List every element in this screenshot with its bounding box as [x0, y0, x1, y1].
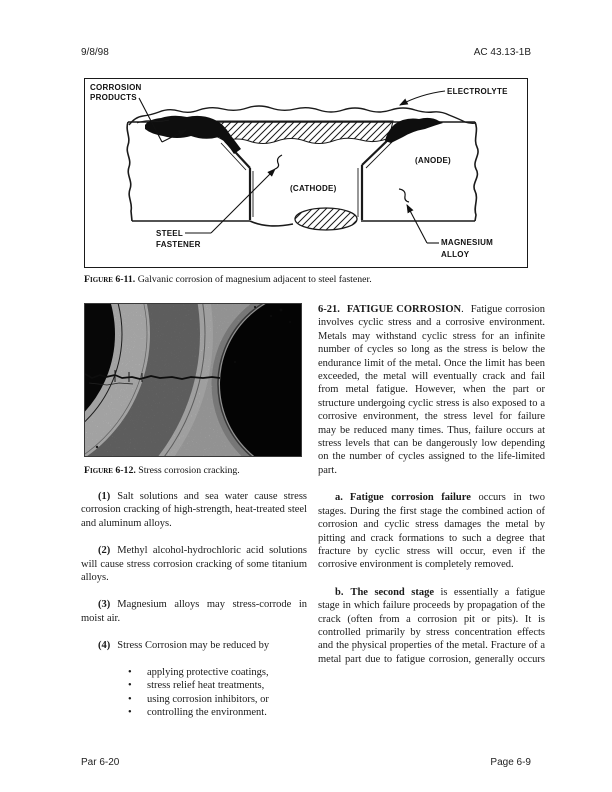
figure-6-11-caption-text: Galvanic corrosion of magnesium adjacent to steel fastener. — [135, 274, 372, 285]
page-header — [81, 47, 531, 58]
paragraph-1-number: (1) — [98, 491, 111, 502]
paragraph-a-text: occurs in two stages. During the first stage the combined action of corrosion and cyclic stress damages the metal by pitting and crack formations to such a degree that fracture by cyclic stress will occur, even if the corrosive environment is completely removed. — [318, 492, 545, 571]
bullet-list — [81, 666, 307, 720]
section-number: 6-21. — [318, 304, 340, 315]
figure-6-12-caption-label: Figure 6-12. — [84, 465, 136, 476]
label-electrolyte: ELECTROLYTE — [447, 87, 508, 96]
slab-left-edge — [127, 122, 132, 221]
label-steel-fastener-1: STEEL — [156, 229, 184, 238]
steel-fastener-arrow — [211, 169, 275, 233]
paragraph-1 — [81, 490, 307, 530]
figure-6-12 — [84, 303, 302, 457]
countersink-left-wall — [225, 141, 250, 220]
section-intro-text: Fatigue corrosion involves cyclic stress and a corrosive environment. Metals may withstand cyclic stress for an infinite number of cycles so long as the stress is below the endurance limit of the metal. Once the limit has been exceeded, the metal will eventually crack and fail from metal fatigue. However, when the part or structure undergoing cyclic stress is also exposed to a corrosive environment, the stress level for failure may be reduced many times. Thus, failure occurs at stress levels that can be dangerously low depending on the number of cycles assigned to the life-limited part. — [318, 304, 546, 476]
footer-page-number: Page 6-9 — [490, 757, 531, 768]
figure-6-12-caption — [84, 465, 307, 476]
fastener-tip-hatched — [295, 208, 357, 230]
paragraph-a — [318, 491, 545, 571]
footer-paragraph-ref: Par 6-20 — [81, 757, 120, 768]
paragraph-4-number: (4) — [98, 640, 111, 652]
figure-6-11-caption-label: Figure 6-11. — [84, 274, 136, 285]
section-title: FATIGUE CORROSION — [346, 304, 462, 315]
paragraph-4-text: Stress Corrosion may be reduced by — [117, 640, 270, 652]
bullet-text: stress relief heat treatments, — [147, 680, 265, 692]
countersink-right-wall — [362, 139, 389, 220]
bullet-marker: • — [128, 680, 132, 692]
bullet-marker: • — [128, 693, 132, 705]
two-column-body — [81, 303, 545, 720]
label-cathode: (CATHODE) — [290, 184, 337, 193]
paragraph-4 — [81, 639, 307, 652]
paragraph-b — [318, 586, 545, 666]
paragraph-b-letter: b. — [335, 586, 344, 598]
right-column — [318, 303, 545, 720]
paragraph-3-number: (3) — [98, 599, 111, 611]
paragraph-2-number: (2) — [98, 545, 111, 557]
paragraph-2-text: Methyl alcohol-hydrochloric acid solutions will cause stress corrosion cracking of some titanium alloys. — [81, 545, 307, 584]
paragraph-2 — [81, 544, 307, 584]
bullet-item — [128, 693, 307, 707]
bullet-text: using corrosion inhibitors, or — [147, 693, 269, 705]
section-title-period: . — [461, 304, 464, 315]
galvanic-corrosion-diagram — [85, 79, 526, 266]
magnesium-arrow — [407, 205, 427, 243]
label-steel-fastener-2: FASTENER — [156, 240, 201, 249]
stress-corrosion-micrograph — [85, 304, 301, 456]
paragraph-b-lead: The second stage — [350, 586, 434, 598]
figure-6-12-caption-text: Stress corrosion cracking. — [135, 465, 240, 476]
bullet-item — [128, 679, 307, 693]
paragraph-b-text: is essentially a fatigue stage in which failure proceeds by propagation of the crack (often from a corrosion pit or pits). It is controlled primarily by stress concentration effects and the physical properties of the metal. Fracture of a metal part due to fatigue corrosion, generally occurs — [318, 586, 545, 665]
bullet-text: applying protective coatings, — [147, 666, 269, 678]
bullet-item — [128, 666, 307, 680]
paragraph-a-letter: a. — [335, 492, 343, 504]
label-corrosion-products-1: CORROSION — [90, 83, 142, 92]
bullet-marker: • — [128, 707, 132, 719]
figure-6-11-caption — [84, 274, 534, 285]
label-anode: (ANODE) — [415, 156, 451, 165]
bullet-marker: • — [128, 666, 132, 678]
label-magnesium-alloy-1: MAGNESIUM — [441, 238, 494, 247]
label-magnesium-alloy-2: ALLOY — [441, 250, 470, 259]
fastener-squiggle-mark — [275, 155, 282, 169]
paragraph-3-text: Magnesium alloys may stress-corrode in moist air. — [81, 599, 307, 624]
electrolyte-arrow — [400, 91, 445, 105]
figure-6-11 — [84, 78, 528, 268]
header-doc-number: AC 43.13-1B — [473, 47, 531, 58]
paragraph-1-text: Salt solutions and sea water cause stress corrosion cracking of high-strength, heat-treated steel and aluminum alloys. — [81, 491, 307, 529]
section-6-21-paragraph — [318, 303, 545, 477]
bullet-text: controlling the environment. — [147, 707, 267, 719]
paragraph-3 — [81, 598, 307, 625]
header-date: 9/8/98 — [81, 47, 109, 58]
grain-overlay — [85, 304, 301, 456]
page-footer — [81, 757, 531, 768]
bullet-item — [128, 706, 307, 720]
left-column — [81, 303, 307, 720]
label-corrosion-products-2: PRODUCTS — [90, 93, 137, 102]
paragraph-a-lead: Fatigue corrosion failure — [349, 492, 471, 504]
magnesium-squiggle-mark — [399, 189, 409, 202]
slab-right-edge — [474, 122, 478, 221]
